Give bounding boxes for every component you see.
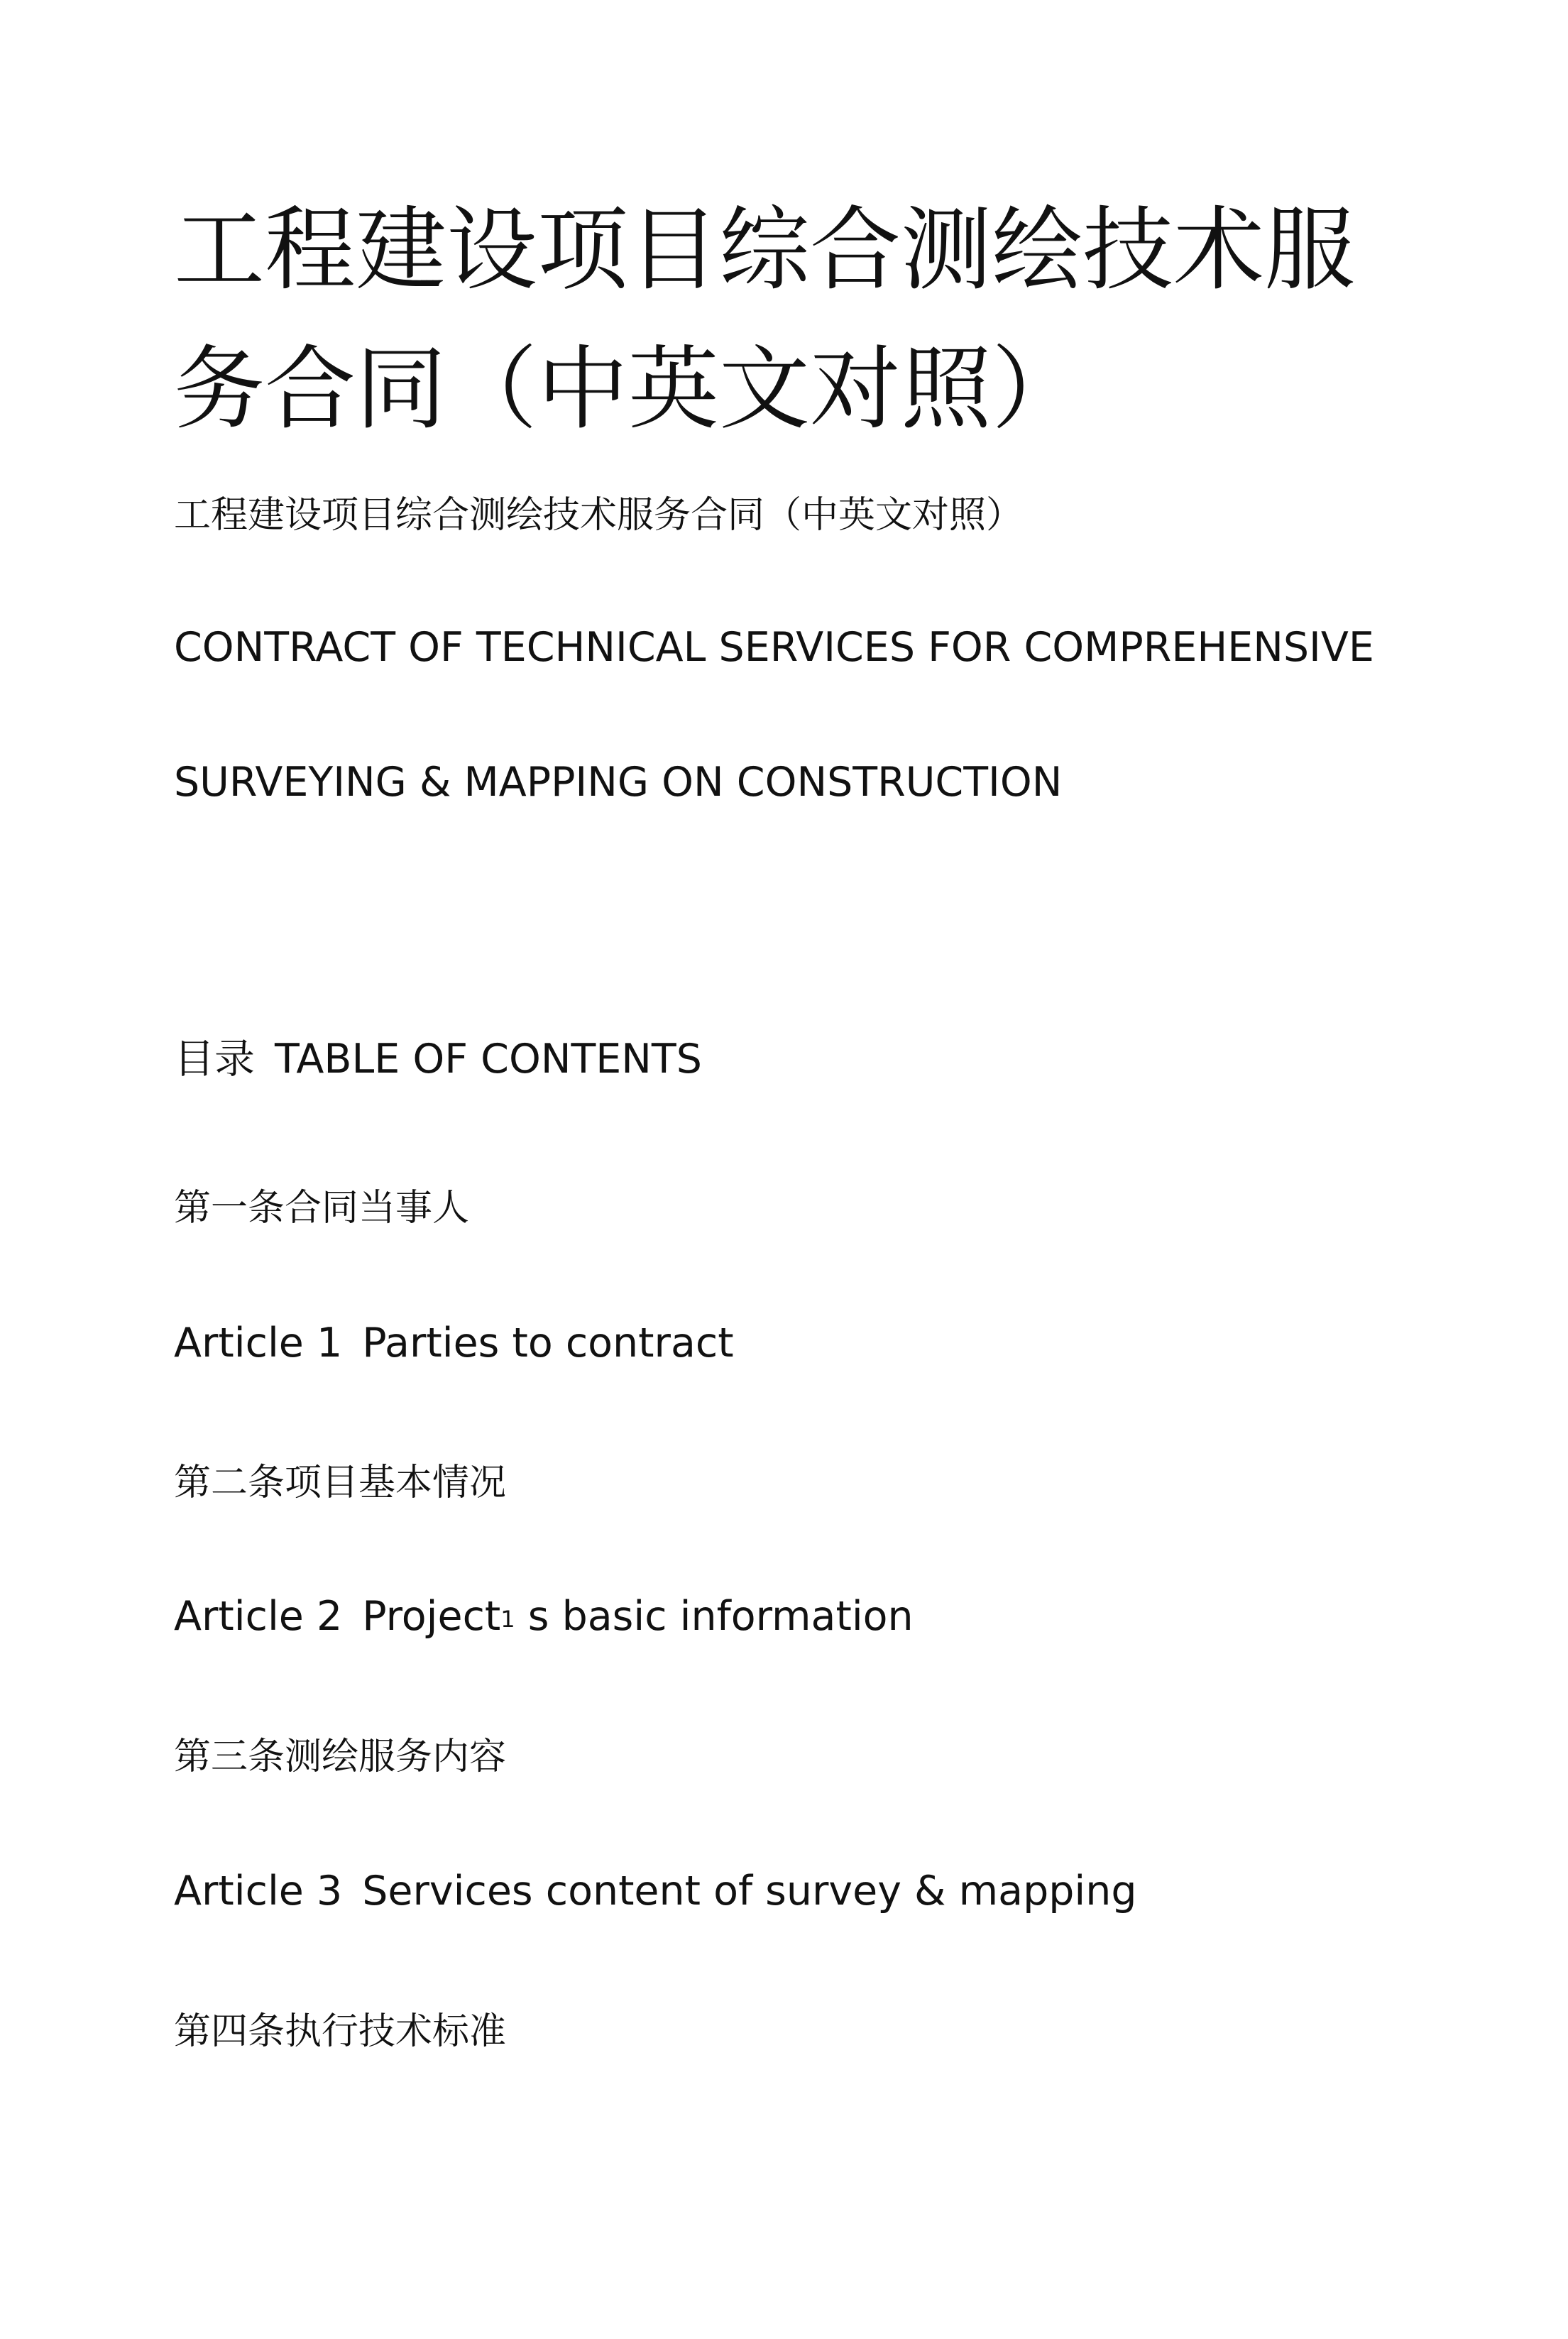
toc-entry-3-english bbox=[174, 1868, 1137, 1914]
toc-entry-4-chinese: 第四条执行技术标准 bbox=[174, 2010, 507, 2053]
subtitle-english-line-2: SURVEYING & MAPPING ON CONSTRUCTION bbox=[174, 759, 1063, 806]
toc-heading-chinese: 目录 bbox=[174, 1036, 255, 1083]
toc-entry-2-english bbox=[174, 1594, 914, 1639]
article-number: Article 1 bbox=[174, 1320, 343, 1366]
subtitle-english-line-1: CONTRACT OF TECHNICAL SERVICES FOR COMPREHENSIVE bbox=[174, 624, 1374, 671]
article-title: Services content of survey & mapping bbox=[362, 1868, 1137, 1915]
document-title: 工程建设项目综合测绘技术服务合同（中英文对照） bbox=[174, 197, 1356, 442]
article-number: Article 2 bbox=[174, 1593, 343, 1640]
footnote-marker: 1 bbox=[500, 1606, 515, 1633]
toc-entry-1-chinese: 第一条合同当事人 bbox=[174, 1187, 470, 1229]
toc-entry-1-english bbox=[174, 1320, 734, 1366]
article-number: Article 3 bbox=[174, 1868, 343, 1915]
article-title: Parties to contract bbox=[362, 1320, 734, 1366]
subtitle-chinese: 工程建设项目综合测绘技术服务合同（中英文对照） bbox=[174, 494, 1024, 537]
toc-heading bbox=[174, 1036, 702, 1082]
toc-entry-3-chinese: 第三条测绘服务内容 bbox=[174, 1736, 507, 1778]
toc-heading-english: TABLE OF CONTENTS bbox=[275, 1036, 702, 1083]
article-title: Project$^1$ s basic information bbox=[362, 1593, 914, 1640]
toc-entry-2-chinese: 第二条项目基本情况 bbox=[174, 1462, 507, 1504]
